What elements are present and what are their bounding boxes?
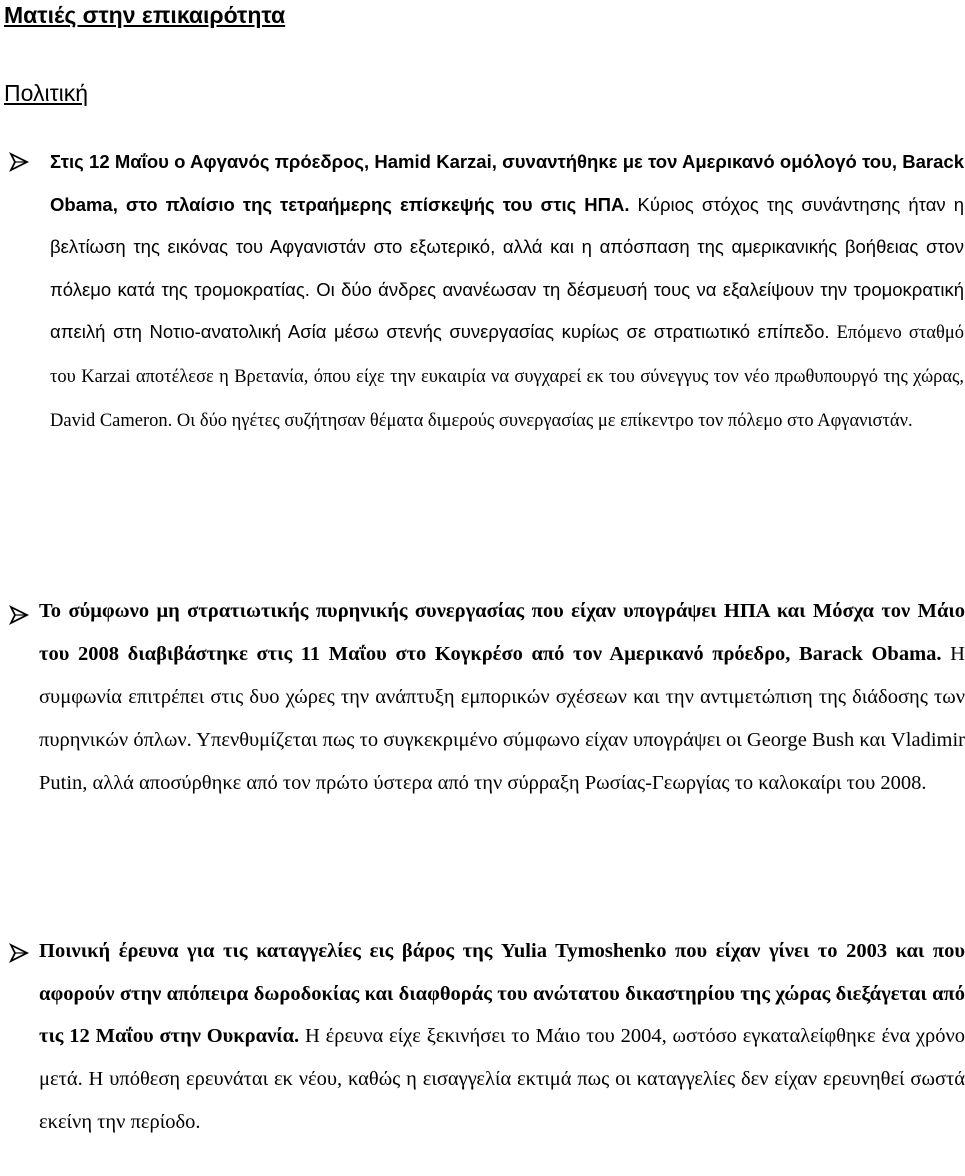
arrowhead-bullet-icon [8, 942, 30, 964]
item-body-text: Η συμφωνία επιτρέπει στις δυο χώρες την ανάπτυξη εμπορικών σχέσεων και την αντιμετώπιση της διάδοσης των πυρηνικών όπλων. Υπενθυμίζεται πως το συγκεκριμένο σύμφωνο είχαν υπογράψει οι George Bush και Vladimir Putin, αλλά αποσύρθηκε από τον πρώτο ύστερα από την σύρραξη Ρωσίας-Γεωργίας το καλοκαίρι του 2008. [39, 642, 965, 794]
item-body-text: Επόμενο σταθμό του Karzai αποτέλεσε η Βρετανία, όπου είχε την ευκαιρία να συγχαρεί εκ του σύνεγγυς τον νέο πρωθυπουργό της χώρας, David Cameron. Οι δύο ηγέτες συζήτησαν θέματα διμερούς συνεργασίας με επίκεντρο τον πόλεμο στο Αφγανιστάν. [50, 323, 964, 431]
arrowhead-bullet-icon [8, 151, 30, 173]
page-title: Ματιές στην επικαιρότητα [4, 2, 286, 28]
item-lead-text: Το σύμφωνο μη στρατιωτικής πυρηνικής συνεργασίας που είχαν υπογράψει ΗΠΑ και Μόσχα τον Μάιο του 2008 διαβιβάστηκε στις 11 Μαΐου στο Κογκρέσο από τον Αμερικανό πρόεδρο, Barack Obama. [39, 600, 965, 665]
section-heading: Πολιτική [4, 80, 89, 106]
arrowhead-bullet-icon [8, 604, 30, 626]
item-paragraph [50, 141, 964, 442]
item-paragraph [39, 930, 965, 1144]
item-lead-text: Στις 12 Μαΐου ο Αφγανός πρόεδρος, Hamid Karzai, συναντήθηκε με τον Αμερικανό ομόλογό του, Barack Obama, στο πλαίσιο της τετραήμερης επίσκεψής του στις ΗΠΑ. [50, 151, 964, 215]
item-lead-text: Ποινική έρευνα για τις καταγγελίες εις βάρος της Yulia Tymoshenko που είχαν γίνει το 2003 και που αφορούν στην απόπειρα δωροδοκίας και διαφθοράς του ανώτατου δικαστηρίου της χώρας διεξάγεται από τις 12 Μαΐου στην Ουκρανία. [39, 940, 965, 1048]
item-body-text: Κύριος στόχος της συνάντησης ήταν η βελτίωση της εικόνας του Αφγανιστάν στο εξωτερικό, αλλά και η απόσπαση της αμερικανικής βοήθειας στον πόλεμο κατά της τρομοκρατίας. Οι δύο άνδρες ανανέωσαν τη δέσμευσή τους να εξαλείψουν την τρομοκρατική απειλή στη Νοτιο-ανατολική Ασία μέσω στενής συνεργασίας κυρίως σε στρατιωτικό επίπεδο. [50, 193, 964, 343]
item-body-text: Η έρευνα είχε ξεκινήσει το Μάιο του 2004, ωστόσο εγκαταλείφθηκε ένα χρόνο μετά. Η υπόθεση ερευνάται εκ νέου, καθώς η εισαγγελία εκτιμά πως οι καταγγελίες δεν είχαν ερευνηθεί σωστά εκείνη την περίοδο. [39, 1025, 965, 1133]
item-paragraph [39, 590, 965, 805]
